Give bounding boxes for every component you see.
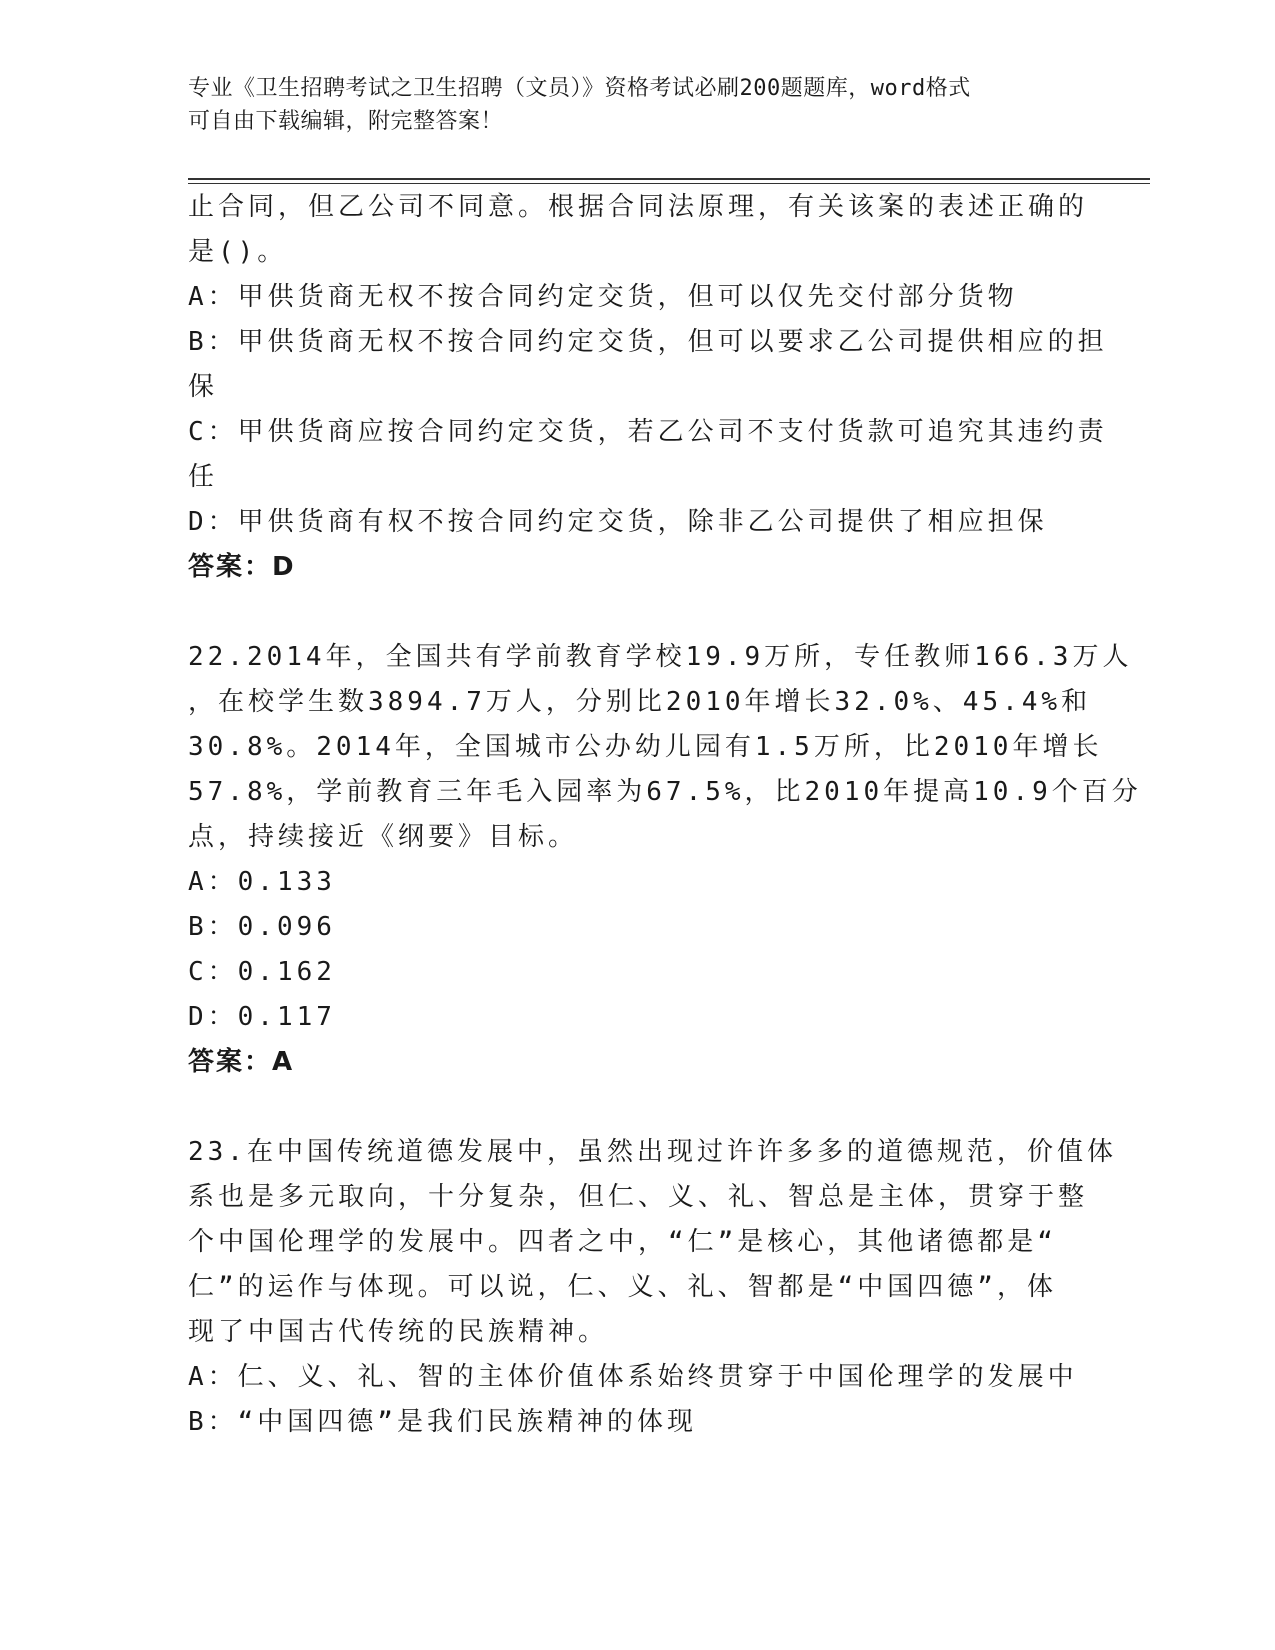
question-23 (188, 1130, 1117, 1445)
question-22 (188, 635, 1142, 1085)
header-title-line-1: 专业《卫生招聘考试之卫生招聘（文员）》资格考试必刷200题题库，word格式 (188, 76, 971, 101)
question-stem-line: 现了中国古代传统的民族精神。 (188, 1317, 609, 1347)
header-rule-thin (188, 183, 1150, 184)
option-a: A：甲供货商无权不按合同约定交货，但可以仅先交付部分货物 (188, 282, 1018, 312)
answer-label: 答案：D (188, 552, 296, 582)
question-stem-line: 仁”的运作与体现。可以说，仁、义、礼、智都是“中国四德”，体 (188, 1272, 1057, 1302)
option-b: B：甲供货商无权不按合同约定交货，但可以要求乙公司提供相应的担 (188, 327, 1108, 357)
question-21 (188, 185, 1108, 590)
question-stem-line: 57.8%，学前教育三年毛入园率为67.5%，比2010年提高10.9个百分 (188, 777, 1142, 807)
question-stem-line: 22.2014年，全国共有学前教育学校19.9万所，专任教师166.3万人 (188, 642, 1133, 672)
question-stem-line: 23.在中国传统道德发展中，虽然出现过许许多多的道德规范，价值体 (188, 1137, 1117, 1167)
question-stem-line: ，在校学生数3894.7万人，分别比2010年增长32.0%、45.4%和 (188, 687, 1092, 717)
option-c: C：甲供货商应按合同约定交货，若乙公司不支付货款可追究其违约责 (188, 417, 1108, 447)
question-stem-line: 点，持续接近《纲要》目标。 (188, 822, 579, 852)
option-b-continued: 保 (188, 372, 219, 402)
spacer (188, 590, 1068, 635)
option-b: B：“中国四德”是我们民族精神的体现 (188, 1407, 697, 1437)
question-stem-line: 个中国伦理学的发展中。四者之中，“仁”是核心，其他诸德都是“ (188, 1227, 1057, 1257)
page-header (188, 72, 1068, 138)
spacer (188, 1085, 1068, 1130)
option-d: D：0.117 (188, 1002, 336, 1032)
header-rule-thick (188, 178, 1150, 180)
header-title-line-2: 可自由下载编辑，附完整答案！ (188, 109, 504, 134)
document-body (188, 185, 1142, 1445)
option-c-continued: 任 (188, 462, 219, 492)
answer-label: 答案：A (188, 1047, 295, 1077)
option-a: A：仁、义、礼、智的主体价值体系始终贯穿于中国伦理学的发展中 (188, 1362, 1078, 1392)
question-stem-line: 系也是多元取向，十分复杂，但仁、义、礼、智总是主体，贯穿于整 (188, 1182, 1089, 1212)
question-stem-line: 是()。 (188, 237, 288, 267)
option-d: D：甲供货商有权不按合同约定交货，除非乙公司提供了相应担保 (188, 507, 1048, 537)
question-stem-line: 30.8%。2014年，全国城市公办幼儿园有1.5万所，比2010年增长 (188, 732, 1103, 762)
option-a: A：0.133 (188, 867, 336, 897)
option-c: C：0.162 (188, 957, 336, 987)
option-b: B：0.096 (188, 912, 336, 942)
question-stem-line: 止合同，但乙公司不同意。根据合同法原理，有关该案的表述正确的 (188, 192, 1089, 222)
